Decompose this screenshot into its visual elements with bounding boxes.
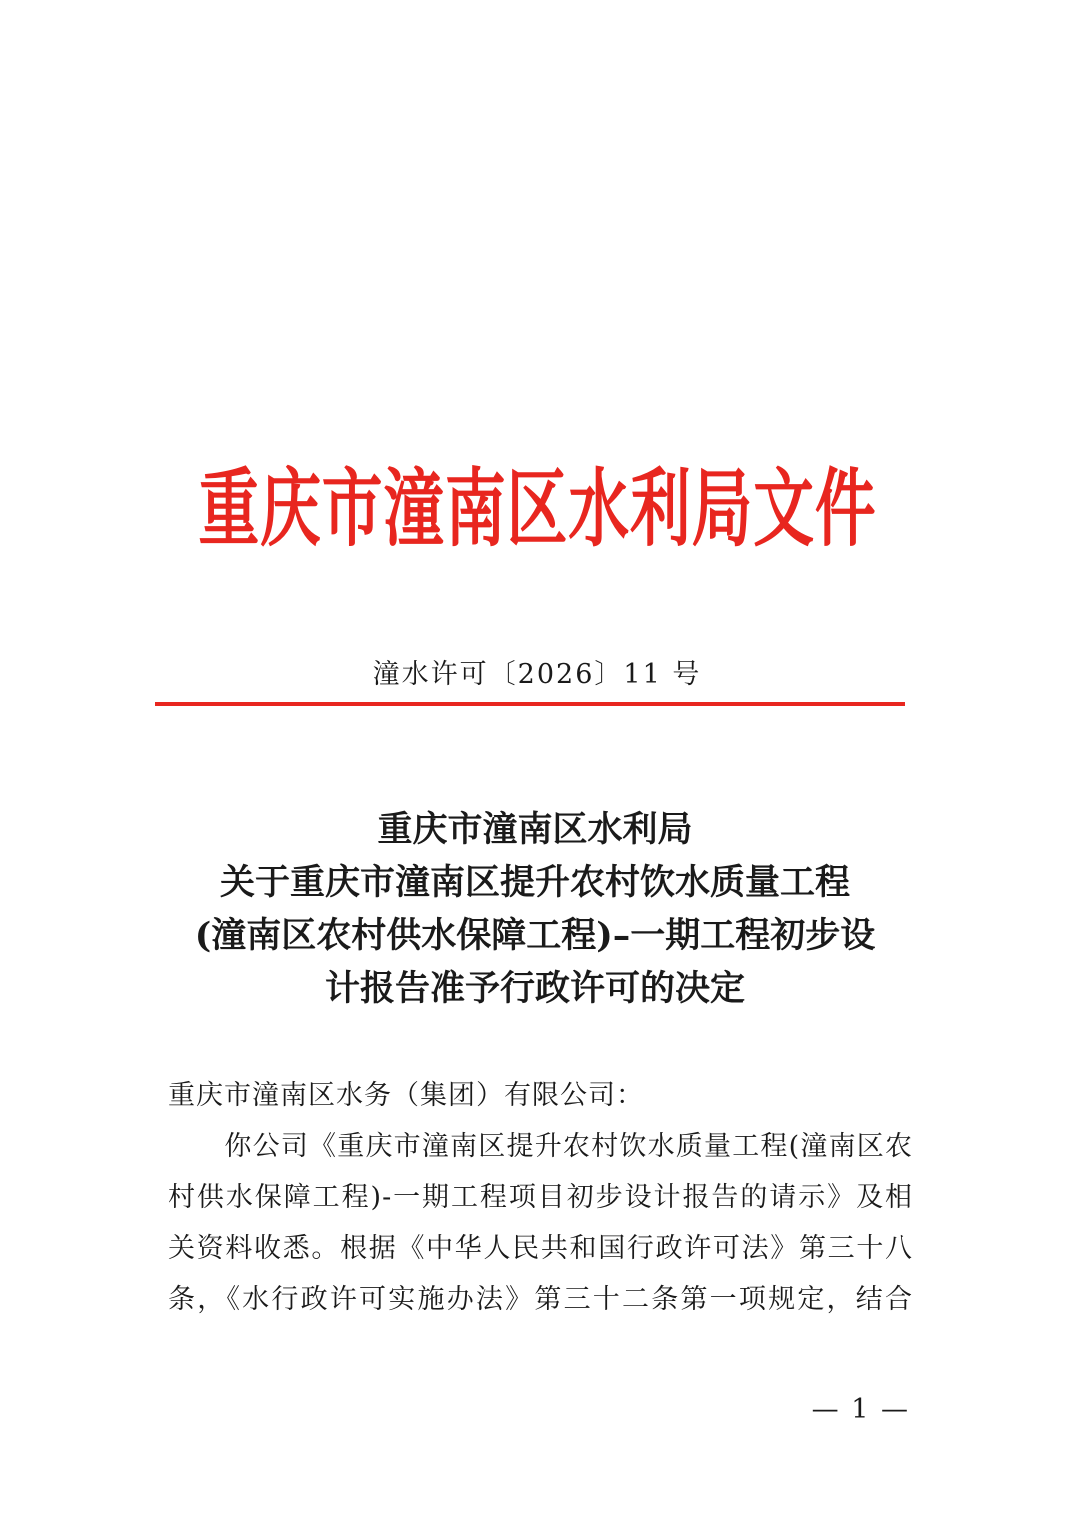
body-line-3: 关资料收悉。根据《中华人民共和国行政许可法》第三十八 <box>168 1233 913 1264</box>
salutation: 重庆市潼南区水务（集团）有限公司： <box>168 1080 644 1111</box>
masthead-title <box>0 455 1074 565</box>
document-title <box>155 803 915 1015</box>
body-line-1: 你公司《重庆市潼南区提升农村饮水质量工程(潼南区农 <box>168 1131 913 1162</box>
body-line-4: 条，《水行政许可实施办法》第三十二条第一项规定，结合 <box>168 1284 913 1315</box>
title-line-2: 关于重庆市潼南区提升农村饮水质量工程 <box>219 862 850 903</box>
title-line-3: (潼南区农村供水保障工程)–一期工程初步设 <box>194 915 876 956</box>
body-line-2: 村供水保障工程)-一期工程项目初步设计报告的请示》及相 <box>168 1182 913 1213</box>
masthead-text: 重庆市潼南区水利局文件 <box>197 460 877 559</box>
document-number: 潼水许可〔2026〕11 号 <box>372 659 702 690</box>
page-number: — 1 — <box>811 1394 910 1425</box>
document-body <box>168 1070 913 1325</box>
title-line-4: 计报告准予行政许可的决定 <box>324 968 745 1009</box>
red-divider-line <box>155 702 905 706</box>
title-line-1: 重庆市潼南区水利局 <box>377 809 693 850</box>
